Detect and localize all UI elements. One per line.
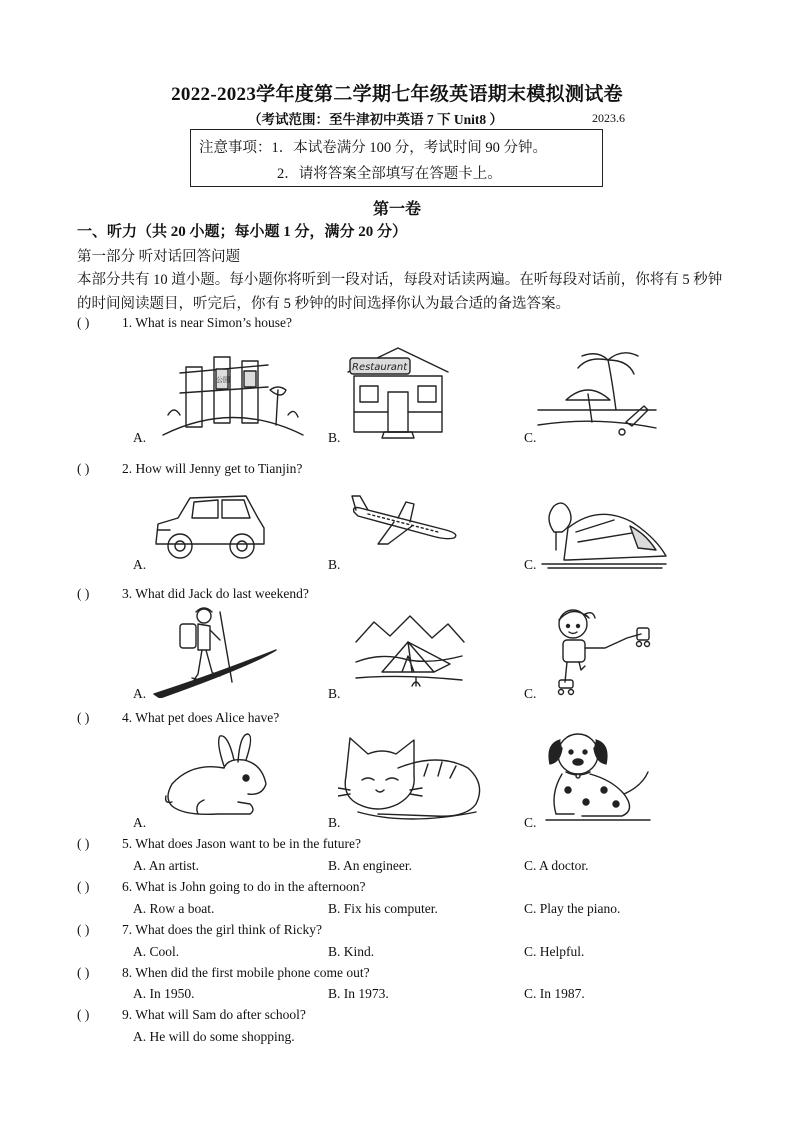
option-c[interactable]: C. Play the piano.: [524, 901, 621, 916]
option-c[interactable]: C.: [524, 815, 537, 830]
train-icon: [538, 492, 668, 572]
instructions-paragraph: 本部分共有 10 道小题。每小题你将听到一段对话，每段对话读两遍。在听每段对话前，你将有 5 秒钟的时间阅读题目，听完后，你有 5 秒钟的时间选择你认为最合适的备选答案。: [77, 272, 723, 312]
option-a[interactable]: A.: [133, 430, 147, 445]
option-a[interactable]: A.: [133, 557, 147, 572]
option-c[interactable]: C. A doctor.: [524, 858, 589, 873]
dalmatian-dog-icon: [538, 728, 658, 828]
option-a[interactable]: A. Cool.: [133, 944, 180, 959]
option-a[interactable]: A.: [133, 815, 147, 830]
option-a[interactable]: A. He will do some shopping.: [133, 1029, 295, 1044]
skater-icon: [545, 604, 665, 696]
question-text: 1. What is near Simon’s house?: [122, 315, 292, 330]
option-c[interactable]: C. Helpful.: [524, 944, 585, 959]
option-b[interactable]: B.: [328, 686, 341, 701]
option-a[interactable]: A.: [133, 686, 147, 701]
option-a[interactable]: A. Row a boat.: [133, 901, 215, 916]
volume-heading: 第一卷: [372, 201, 421, 218]
airplane-icon: [348, 492, 463, 552]
question-text: 8. When did the first mobile phone come out?: [122, 965, 370, 980]
answer-bracket[interactable]: ( ): [77, 710, 90, 725]
option-c[interactable]: C.: [524, 557, 537, 572]
option-a[interactable]: A. In 1950.: [133, 986, 195, 1001]
restaurant-icon: [340, 342, 455, 442]
answer-bracket[interactable]: ( ): [77, 879, 90, 894]
question-text: 2. How will Jenny get to Tianjin?: [122, 461, 303, 476]
answer-bracket[interactable]: ( ): [77, 965, 90, 980]
part-heading: 第一部分 听对话回答问题: [77, 249, 241, 265]
answer-bracket[interactable]: ( ): [77, 1007, 90, 1022]
answer-bracket[interactable]: ( ): [77, 461, 90, 476]
hiker-icon: [150, 606, 280, 698]
option-b[interactable]: B.: [328, 815, 341, 830]
question-text: 3. What did Jack do last weekend?: [122, 586, 309, 601]
car-icon: [150, 488, 270, 568]
option-b[interactable]: B. Kind.: [328, 944, 375, 959]
exam-scope: （考试范围：至牛津初中英语 7 下 Unit8 ）: [248, 112, 504, 127]
question-text: 9. What will Sam do after school?: [122, 1007, 306, 1022]
answer-bracket[interactable]: ( ): [77, 315, 90, 330]
question-text: 6. What is John going to do in the afternoon?: [122, 879, 366, 894]
answer-bracket[interactable]: ( ): [77, 836, 90, 851]
question-text: 7. What does the girl think of Ricky?: [122, 922, 322, 937]
rabbit-icon: [158, 732, 276, 820]
option-b[interactable]: B.: [328, 557, 341, 572]
notice-line-1: 注意事项：1．本试卷满分 100 分，考试时间 90 分钟。: [199, 140, 547, 156]
option-a[interactable]: A. An artist.: [133, 858, 199, 873]
question-text: 4. What pet does Alice have?: [122, 710, 280, 725]
restaurant-sign-text: Restaurant: [352, 362, 408, 373]
option-c[interactable]: C. In 1987.: [524, 986, 585, 1001]
option-c[interactable]: C.: [524, 430, 537, 445]
option-b[interactable]: B.: [328, 430, 341, 445]
answer-bracket[interactable]: ( ): [77, 922, 90, 937]
option-c[interactable]: C.: [524, 686, 537, 701]
question-text: 5. What does Jason want to be in the future?: [122, 836, 361, 851]
option-b[interactable]: B. Fix his computer.: [328, 901, 438, 916]
section-heading: 一、听力（共 20 小题；每小题 1 分，满分 20 分）: [77, 224, 408, 240]
beach-icon: [536, 350, 661, 440]
cat-icon: [338, 732, 488, 828]
option-b[interactable]: B. An engineer.: [328, 858, 412, 873]
park-gate-icon: [158, 345, 308, 440]
exam-date: 2023.6: [592, 111, 625, 125]
camping-tent-icon: [352, 612, 467, 694]
exam-title: 2022-2023学年度第二学期七年级英语期末模拟测试卷: [171, 84, 623, 105]
notice-line-2: 2．请将答案全部填写在答题卡上。: [277, 166, 502, 182]
park-sign-text: 公园: [216, 376, 230, 384]
answer-bracket[interactable]: ( ): [77, 586, 90, 601]
notice-box: [190, 129, 603, 187]
option-b[interactable]: B. In 1973.: [328, 986, 389, 1001]
